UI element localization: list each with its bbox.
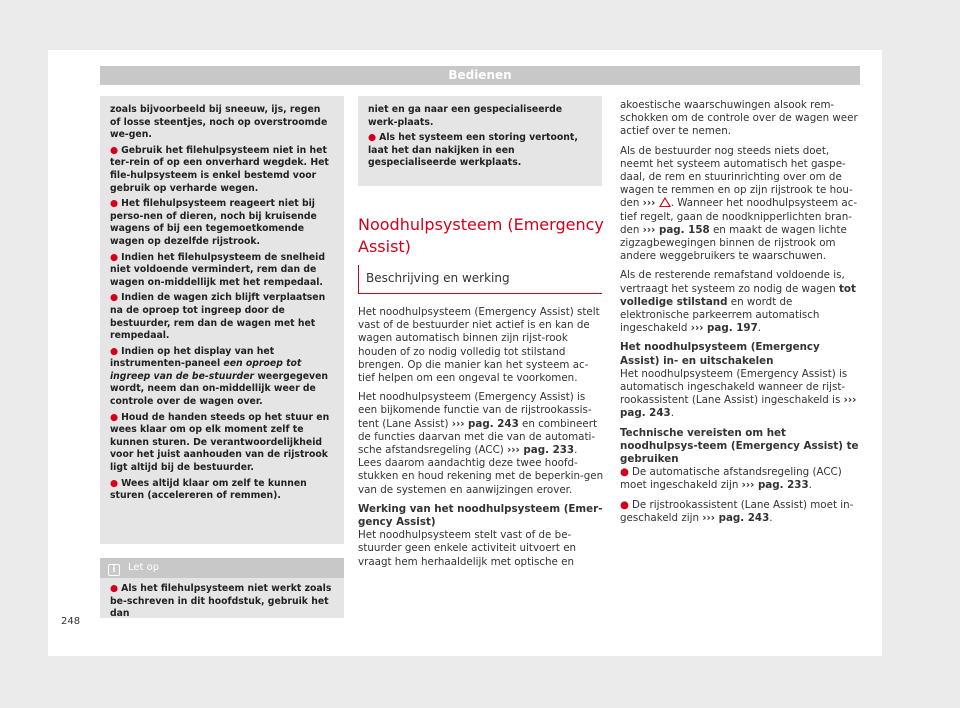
page-ref-link[interactable]: ››› pag. 243: [620, 394, 857, 420]
bullet-icon: ●: [110, 345, 119, 357]
ref-arrow[interactable]: ›››: [642, 197, 656, 210]
warning-bullet: ● Het filehulpsysteem reageert niet bij perso-nen of dieren, noch bij kruisende wagens of bij een tegemoetkomende wagen op dezelfde rijstrook.: [110, 198, 317, 247]
warning-bullet: ● Indien de wagen zich blijft verplaatsen na de oproep tot ingreep door de bestuurder, rem dan de wagen met het rempedaal.: [110, 292, 326, 342]
middle-column-text: [358, 306, 604, 575]
bullet-icon: ●: [110, 477, 119, 489]
paragraph: akoestische waarschuwingen alsook rem-schokken om de controle over de wagen weer actief over te nemen.: [620, 99, 858, 138]
paragraph: Als de resterende remafstand voldoende is, vertraagt het systeem zo nodig de wagen tot volledige stilstand en wordt de elektronische parkeerrem automatisch ingeschakeld ››› pag. 197.: [620, 269, 856, 335]
page-header: Bedienen: [100, 66, 860, 85]
warning-bullet: ● Houd de handen steeds op het stuur en wees klaar om op elk moment zelf te kunnen sturen. De verantwoordelijkheid voor het juist aanhouden van de rijstrook ligt altijd bij de bestuurder.: [110, 411, 330, 474]
warning-bullet: ● Gebruik het filehulpsysteem niet in het ter-rein of op een onverhard wegdek. Het file-hulpsysteem is enkel bestemd voor gebruik op verharde wegen.: [110, 144, 329, 194]
note-continuation-box: [358, 96, 602, 186]
page-ref-link[interactable]: ››› pag. 243: [451, 417, 519, 430]
page-ref-link[interactable]: ››› pag. 233: [507, 444, 575, 457]
section-title: Noodhulpsysteem (Emergency Assist): [358, 215, 604, 256]
bullet-icon: ●: [110, 198, 119, 210]
note-continuation-intro: niet en ga naar een gespecialiseerde werk-plaats.: [368, 104, 563, 128]
page-ref-link[interactable]: ››› pag. 158: [642, 223, 710, 236]
paragraph: Het noodhulpsysteem (Emergency Assist) is een bijkomende functie van de rijstrookassis-tent (Lane Assist) ››› pag. 243 en combineert de functies daarvan met die van de automati-sche afstandsregeling (ACC) ››› pag. 233. Lees daarom aandachtig deze twee hoofd-stukken en houd rekening met de beperkin-gen van de systemen en aanwijzingen erover.: [358, 391, 604, 496]
note-title: Let op: [128, 562, 160, 573]
note-bullet: ● Als het filehulpsysteem niet werkt zoals be-schreven in dit hoofdstuk, gebruik het dan: [110, 583, 332, 620]
bullet-icon: ●: [110, 411, 119, 423]
note-continuation-bullet: ● Als het systeem een storing vertoont, laat het dan nakijken in een gespecialiseerde werkplaats.: [368, 132, 578, 169]
right-column-text: [620, 99, 862, 531]
bullet-icon: ●: [620, 498, 629, 511]
paragraph: Het noodhulpsysteem (Emergency Assist) is automatisch ingeschakeld wanneer de rijst-rookassistent (Lane Assist) ingeschakeld is ››› pag. 243.: [620, 367, 857, 420]
note-box: [100, 578, 344, 618]
warning-bullet: ● Wees altijd klaar om zelf te kunnen sturen (accelereren of remmen).: [110, 477, 307, 502]
bullet-icon: ●: [110, 251, 119, 263]
paragraph: Het noodhulpsysteem stelt vast of de be-stuurder geen enkele activiteit uitvoert en vraagt hem herhaaldelijk met optische en: [358, 529, 577, 568]
paragraph: Als de bestuurder nog steeds niets doet, neemt het systeem automatisch het gaspe-daal, de rem en stuurinrichting over om de wagen te remmen en op zijn rijstrook te hou-den ››› . Wanneer het noodhulpsysteem ac-tief regelt, gaan de noodknipperlichten bran-den ››› pag. 158 en maakt de wagen lichte zigzagbewegingen binnen de rijstrook om andere weggebruikers te waarschuwen.: [620, 144, 858, 263]
subheading: Het noodhulpsysteem (Emergency Assist) in- en uitschakelen: [620, 341, 820, 367]
info-icon: i: [108, 564, 120, 576]
section-subtitle: Beschrijving en werking: [358, 271, 602, 294]
note-box-header: [100, 558, 344, 578]
page-number: 248: [61, 616, 81, 627]
bullet-icon: ●: [110, 292, 119, 304]
page-ref-link[interactable]: ››› pag. 243: [702, 511, 770, 524]
bullet-icon: ●: [620, 466, 629, 479]
subheading: Technische vereisten om het noodhulpsys-teem (Emergency Assist) te gebruiken: [620, 426, 859, 466]
list-item: ● De automatische afstandsregeling (ACC) moet ingeschakeld zijn ››› pag. 233.: [620, 466, 842, 492]
warning-bullet: ● Indien het filehulpsysteem de snelheid niet voldoende vermindert, rem dan de wagen on-middellijk met het rempedaal.: [110, 251, 325, 288]
paragraph: Het noodhulpsysteem (Emergency Assist) stelt vast of de bestuurder niet actief is en kan de wagen automatisch binnen zijn rijst-rook houden of zo nodig volledig tot stilstand brengen. Op die manier kan het systeem ac-tief helpen om een ongeval te voorkomen.: [358, 306, 600, 385]
bullet-icon: ●: [368, 132, 377, 144]
page-ref-link[interactable]: ››› pag. 233: [741, 479, 809, 492]
subheading: Werking van het noodhulpsysteem (Emer-gency Assist): [358, 502, 603, 529]
list-item: ● De rijstrookassistent (Lane Assist) moet in-geschakeld zijn ››› pag. 243.: [620, 498, 854, 524]
warning-intro: zoals bijvoorbeeld bij sneeuw, ijs, regen of losse steentjes, noch op overstroomde we-gen.: [110, 104, 328, 141]
warning-box: [100, 96, 344, 544]
page-ref-link[interactable]: ››› pag. 197: [690, 322, 758, 335]
bullet-icon: ●: [110, 144, 119, 156]
warning-triangle-icon: [659, 197, 671, 207]
bullet-icon: ●: [110, 583, 119, 594]
warning-bullet: ● Indien op het display van het instrumenten-paneel een oproep tot ingreep van de be-stuurder weergegeven wordt, neem dan on-middellijk weer de controle over de wagen over.: [110, 345, 329, 408]
